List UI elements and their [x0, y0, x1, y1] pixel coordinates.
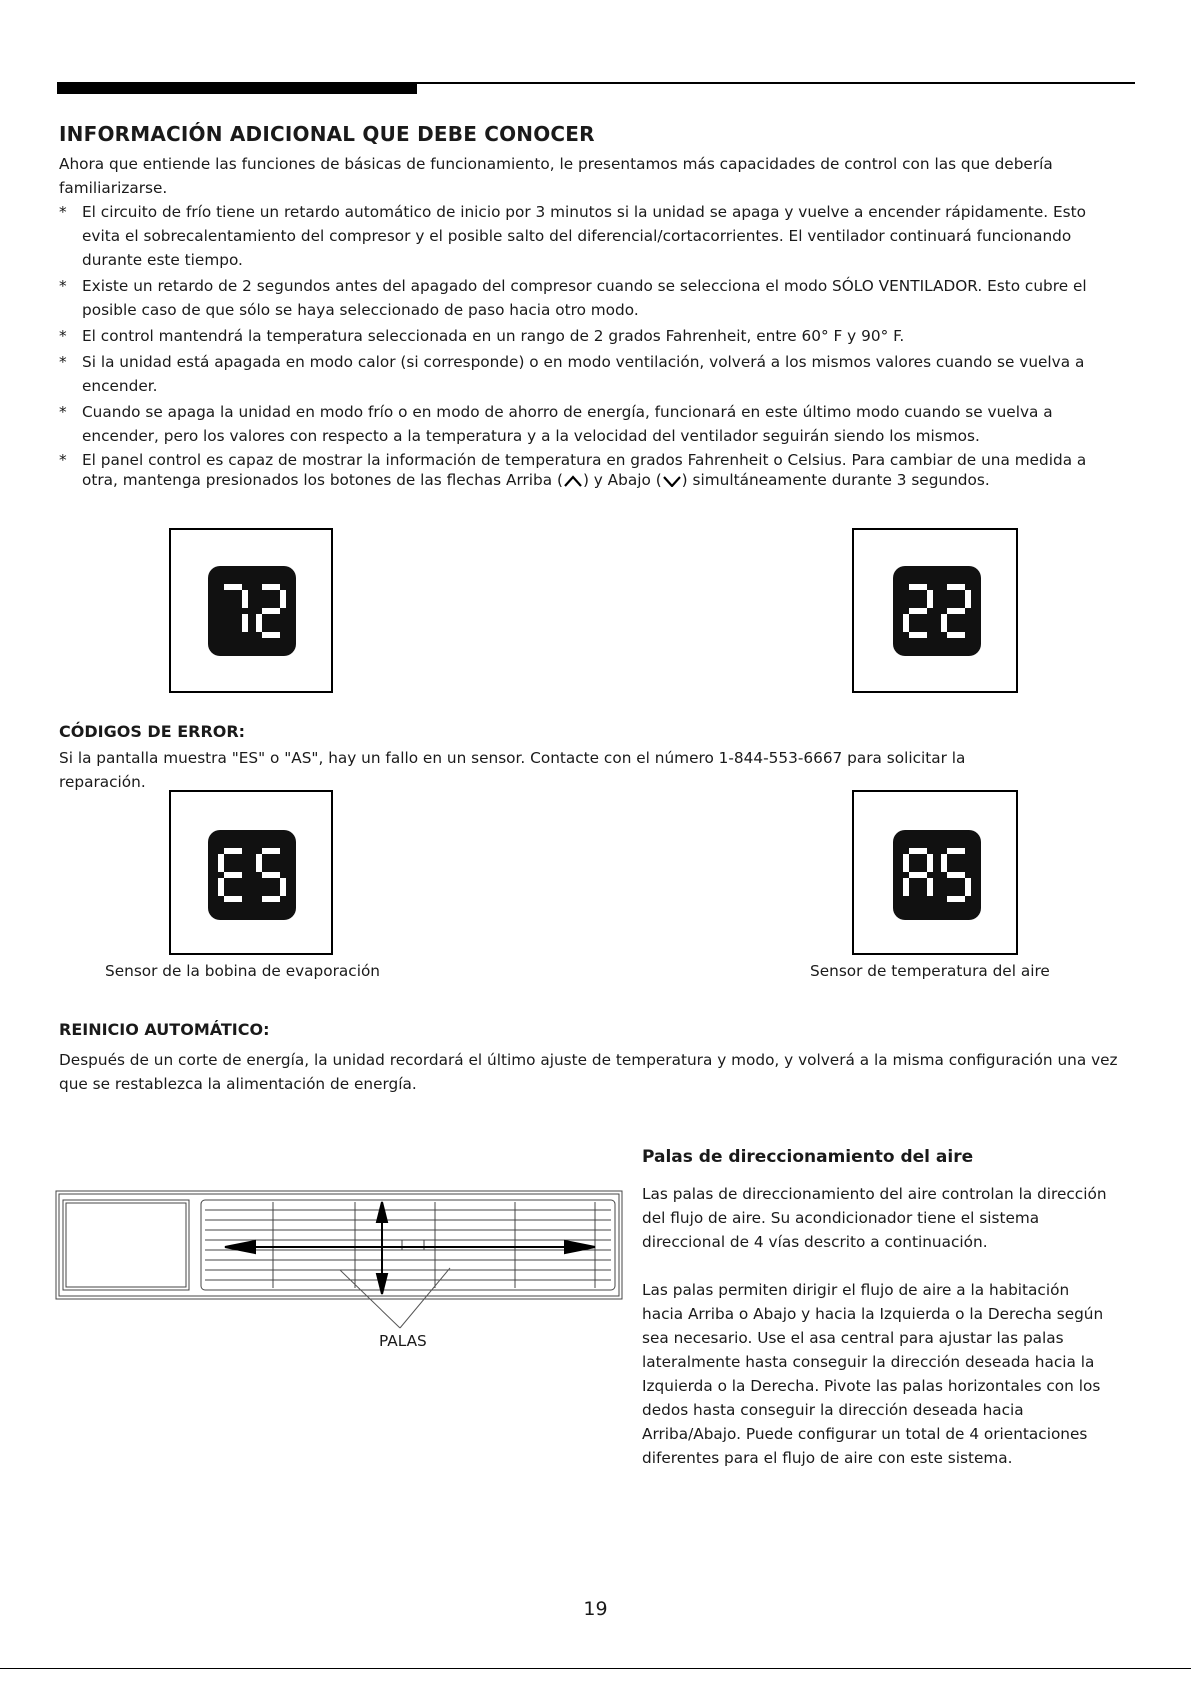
- bullet-text: El circuito de frío tiene un retardo automático de inicio por 3 minutos si la unidad se apaga y vuelve a encender rápidamente. Esto evita el sobrecalentamiento del compresor y el posible salto del diferencial/cortacorrientes. El ventilador continuará funcionando durante este tiempo.: [82, 203, 1086, 269]
- lcd-segment: [262, 608, 280, 614]
- lcd-segment: [256, 614, 262, 632]
- lcd-segment: [224, 584, 242, 590]
- lcd-display: [208, 566, 296, 656]
- lcd-segment: [941, 854, 947, 872]
- footer-rule: [0, 1668, 1191, 1669]
- lcd-segment: [224, 872, 242, 878]
- lcd-segment: [941, 614, 947, 632]
- info-bullet-list: [59, 200, 1119, 492]
- auto-restart-title: REINICIO AUTOMÁTICO:: [59, 1020, 270, 1039]
- bullet-symbol: *: [59, 277, 67, 295]
- lcd-segment: [947, 584, 965, 590]
- bullet-text: Si la unidad está apagada en modo calor (si corresponde) o en modo ventilación, volverá a los mismos valores cuando se vuelva a encender.: [82, 353, 1085, 395]
- lcd-segment: [218, 878, 224, 896]
- caption-air-temp-sensor: Sensor de temperatura del aire: [810, 962, 1050, 980]
- lcd-segment: [927, 590, 933, 608]
- lcd-segment: [262, 584, 280, 590]
- lcd-segment: [909, 632, 927, 638]
- bullet-text: Cuando se apaga la unidad en modo frío o en modo de ahorro de energía, funcionará en este último modo cuando se vuelva a encender, pero los valores con respecto a la temperatura y a la velocidad del ventilador seguirán siendo los mismos.: [82, 403, 1053, 445]
- lcd-segment: [280, 878, 286, 896]
- louver-diagram: [55, 1190, 625, 1350]
- header-bar: [57, 82, 417, 94]
- list-item: [59, 324, 1119, 348]
- lcd-segment: [224, 896, 242, 902]
- auto-restart-text: Después de un corte de energía, la unidad recordará el último ajuste de temperatura y modo, y volverá a la misma configuración una vez que se restablezca la alimentación de energía.: [59, 1051, 1118, 1093]
- lcd-segment: [947, 896, 965, 902]
- lcd-digits: [208, 830, 296, 920]
- lcd-segment: [909, 584, 927, 590]
- lcd-segment: [218, 854, 224, 872]
- louvers-para1: Las palas de direccionamiento del aire controlan la dirección del flujo de aire. Su acondicionador tiene el sistema direccional de 4 vías descrito a continuación.: [642, 1185, 1107, 1251]
- lcd-display: [893, 566, 981, 656]
- error-codes-title: CÓDIGOS DE ERROR:: [59, 722, 246, 741]
- bullet-text: El control mantendrá la temperatura seleccionada en un rango de 2 grados Fahrenheit, entre 60° F y 90° F.: [82, 327, 905, 345]
- lcd-segment: [927, 878, 933, 896]
- lcd-segment: [262, 896, 280, 902]
- lcd-segment: [262, 872, 280, 878]
- lcd-digits: [893, 566, 981, 656]
- display-panel-error-as: [852, 790, 1018, 955]
- louvers-title: Palas de direccionamiento del aire: [642, 1147, 974, 1167]
- lcd-segment: [947, 608, 965, 614]
- lcd-segment: [909, 608, 927, 614]
- bullet-symbol: *: [59, 327, 67, 345]
- lcd-segment: [903, 614, 909, 632]
- section-title: INFORMACIÓN ADICIONAL QUE DEBE CONOCER: [59, 122, 595, 146]
- intro-paragraph: Ahora que entiende las funciones de básicas de funcionamiento, le presentamos más capacidades de control con las que debería familiarizarse.: [59, 155, 1053, 197]
- lcd-segment: [903, 878, 909, 896]
- list-item: [59, 350, 1119, 398]
- caption-evaporator-sensor: Sensor de la bobina de evaporación: [105, 962, 380, 980]
- bullet-symbol: *: [59, 403, 67, 421]
- up-arrow-icon: [563, 475, 583, 487]
- list-item: [59, 200, 1119, 272]
- lcd-segment: [224, 848, 242, 854]
- lcd-segment: [903, 854, 909, 872]
- louvers-para2: Las palas permiten dirigir el flujo de aire a la habitación hacia Arriba o Abajo y hacia la Izquierda o la Derecha según sea necesario. Use el asa central para ajustar las palas lateralmente hasta conseguir la dirección deseada hacia la Izquierda o la Derecha. Pivote las palas horizontales con los dedos hasta conseguir la dirección deseada hacia Arriba/Abajo. Puede configurar un total de 4 orientaciones diferentes para el flujo de aire con este sistema.: [642, 1281, 1104, 1467]
- lcd-segment: [256, 854, 262, 872]
- lcd-display: [208, 830, 296, 920]
- lcd-digits: [893, 830, 981, 920]
- bullet-symbol: *: [59, 353, 67, 371]
- lcd-segment: [965, 878, 971, 896]
- lcd-segment: [965, 590, 971, 608]
- lcd-segment: [947, 848, 965, 854]
- louvers-figure-label: PALAS: [379, 1332, 427, 1350]
- lcd-digits: [208, 566, 296, 656]
- lcd-display: [893, 830, 981, 920]
- lcd-segment: [242, 590, 248, 608]
- lcd-segment: [262, 632, 280, 638]
- bullet-symbol: *: [59, 203, 67, 221]
- list-item: [59, 400, 1119, 448]
- bullet-symbol: *: [59, 451, 67, 469]
- lcd-segment: [280, 590, 286, 608]
- error-codes-text: Si la pantalla muestra "ES" o "AS", hay un fallo en un sensor. Contacte con el número 1-844-553-6667 para solicitar la reparación.: [59, 749, 966, 791]
- bullet-text: Existe un retardo de 2 segundos antes del apagado del compresor cuando se selecciona el modo SÓLO VENTILADOR. Esto cubre el posible caso de que sólo se haya seleccionado de paso hacia otro modo.: [82, 277, 1087, 319]
- display-panel-fahrenheit: [169, 528, 333, 693]
- list-item: [59, 450, 1119, 490]
- lcd-segment: [909, 848, 927, 854]
- display-panel-error-es: [169, 790, 333, 955]
- lcd-segment: [927, 854, 933, 872]
- list-item: [59, 274, 1119, 322]
- bullet-text-part1: El panel control es capaz de mostrar la información de temperatura en grados Fahrenheit o Celsius. Para cambiar de una medida a otra, mantenga presionados los botones de las flechas Arriba (: [82, 451, 1087, 489]
- lcd-segment: [909, 872, 927, 878]
- bullet-text-part2: ) y Abajo (: [582, 471, 662, 489]
- down-arrow-icon: [662, 475, 682, 487]
- lcd-segment: [262, 848, 280, 854]
- bullet-text-part3: ) simultáneamente durante 3 segundos.: [681, 471, 990, 489]
- lcd-segment: [947, 632, 965, 638]
- display-panel-celsius: [852, 528, 1018, 693]
- lcd-segment: [242, 614, 248, 632]
- page-number: 19: [583, 1598, 608, 1620]
- lcd-segment: [947, 872, 965, 878]
